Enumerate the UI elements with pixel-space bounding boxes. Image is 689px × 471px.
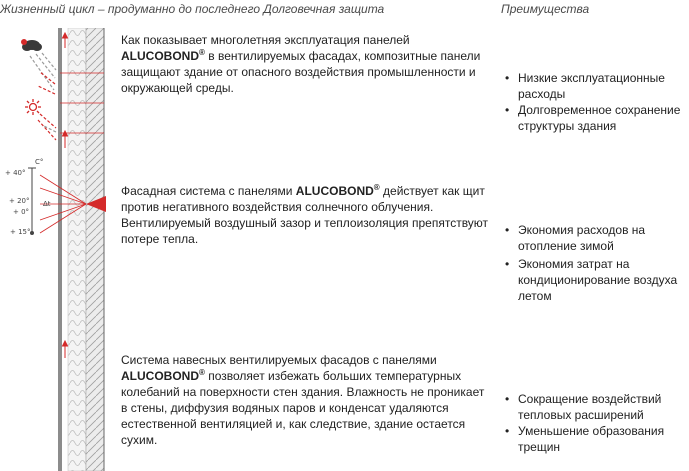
temperature-scale <box>5 158 51 236</box>
brand-name: ALUCOBOND <box>121 49 199 63</box>
scale-unit: C° <box>35 158 44 166</box>
section-2-description <box>121 183 491 247</box>
insulation-layer <box>68 28 86 471</box>
section-title: Жизненный цикл – продуманно до последнего Долговечная защита <box>0 2 385 16</box>
masonry-layer <box>86 28 104 471</box>
sun-icon <box>25 99 41 115</box>
list-item: • Экономия затрат на кондиционирование воздуха летом <box>505 256 689 304</box>
list-item: • Уменьшение образования трещин <box>505 423 689 455</box>
section-3-description <box>121 352 491 448</box>
desc-text: Система навесных вентилируемых фасадов с панелями <box>121 353 437 367</box>
scale-20: + 20° <box>9 197 30 205</box>
registered-mark: ® <box>373 183 380 192</box>
sun-ray-arrows <box>38 114 56 140</box>
scale-15: + 15° <box>10 228 31 236</box>
desc-text: в вентилируемых фасадах, композитные панели защищают здание от опасного воздействия промышленности и окружающей среды. <box>121 49 481 95</box>
brand-name: ALUCOBOND <box>295 184 374 198</box>
scale-0: + 0° <box>13 208 30 216</box>
rain-arrows <box>30 53 56 90</box>
panel-layer <box>58 28 62 471</box>
air-gap-layer <box>62 28 68 471</box>
list-item: • Сокращение воздействий тепловых расширений <box>505 391 689 423</box>
delta-t-label: Δt <box>43 200 51 208</box>
list-item: • Экономия расходов на отопление зимой <box>505 222 689 254</box>
list-item: • Долговременное сохранение структуры здания <box>505 102 689 134</box>
desc-text: позволяет избежать больших температурных колебаний на поверхности стен здания. Влажность не проникает в стены, диффузия водяных паров и конденсат удаляются естественной вентиляцией и, как следствие, здание остается сухим. <box>121 369 485 447</box>
cloud-rain-icon <box>21 39 42 51</box>
registered-mark: ® <box>199 48 205 57</box>
registered-mark: ® <box>199 368 205 377</box>
brand-name: ALUCOBOND <box>121 369 199 383</box>
desc-text: Фасадная система с панелями <box>121 184 296 198</box>
section-1-description <box>121 32 491 96</box>
desc-text: Как показывает многолетняя эксплуатация панелей <box>121 33 410 47</box>
facade-diagram <box>0 28 118 471</box>
scale-40: + 40° <box>5 169 26 177</box>
advantages-title: Преимущества <box>501 2 590 16</box>
desc-text: действует как щит против негативного воздействия солнечного облучения. Вентилируемый воздушный зазор и теплоизоляция препятствуют потере тепла. <box>121 184 489 246</box>
list-item: • Низкие эксплуатационные расходы <box>505 70 689 102</box>
